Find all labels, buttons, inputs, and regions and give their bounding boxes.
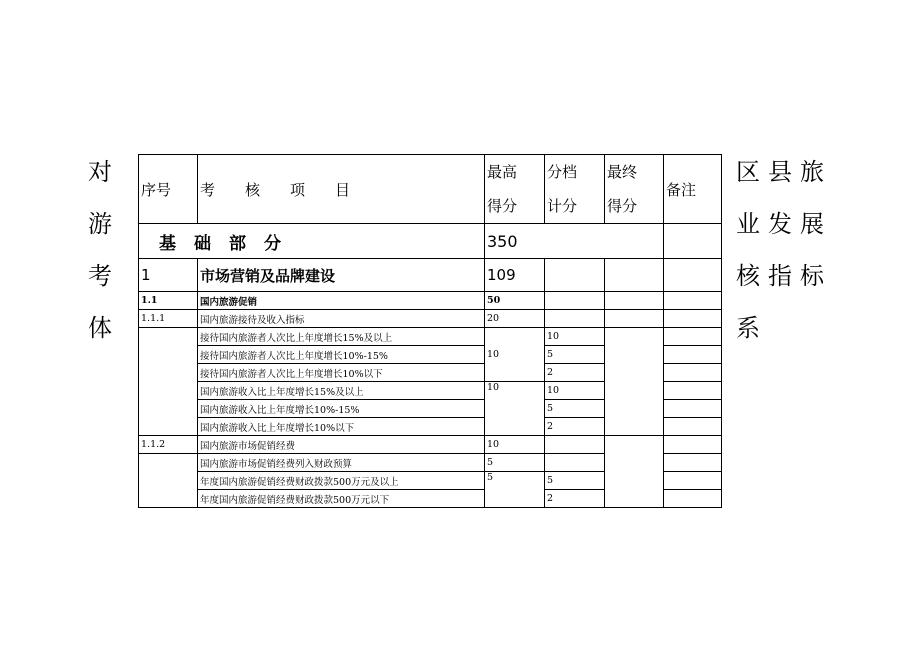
row-remark	[664, 436, 722, 454]
basic-section-remark	[664, 224, 722, 259]
basic-section-label: 基础部分	[139, 224, 485, 259]
row-seq: 1.1.1	[139, 310, 198, 328]
right-title-char: 标	[800, 262, 824, 290]
row-tier	[545, 454, 605, 472]
row-remark	[664, 328, 722, 346]
header-seq: 序号	[139, 155, 198, 224]
section-name: 市场营销及品牌建设	[198, 259, 485, 292]
header-tier-score	[545, 155, 605, 224]
row-max: 50	[485, 292, 545, 310]
row-name: 年度国内旅游促销经费财政拨款500万元及以上	[198, 472, 485, 490]
right-title-char: 核	[736, 262, 760, 290]
right-title-char: 展	[800, 210, 824, 238]
row-max: 5	[485, 472, 545, 508]
row-final	[605, 292, 664, 310]
right-title-char: 业	[736, 210, 760, 238]
row-remark	[664, 400, 722, 418]
header-final-score-line2: 得分	[607, 197, 638, 215]
row-final	[605, 310, 664, 328]
section-final	[605, 259, 664, 292]
right-title-char: 发	[768, 210, 792, 238]
section-tier	[545, 259, 605, 292]
row-tier: 2	[545, 490, 605, 508]
table-row	[139, 328, 722, 346]
row-remark	[664, 418, 722, 436]
left-title-char: 考	[88, 262, 112, 290]
basic-section-row	[139, 224, 722, 259]
row-max: 20	[485, 310, 545, 328]
right-title-column-3	[796, 146, 828, 354]
row-name: 接待国内旅游者人次比上年度增长10%以下	[198, 364, 485, 382]
row-seq-blank	[139, 328, 198, 436]
row-name: 国内旅游收入比上年度增长10%以下	[198, 418, 485, 436]
row-tier: 5	[545, 472, 605, 490]
row-max: 10	[485, 382, 545, 436]
section-seq: 1	[139, 259, 198, 292]
row-remark	[664, 382, 722, 400]
table-row	[139, 310, 722, 328]
header-final-score	[605, 155, 664, 224]
left-title-column	[84, 146, 116, 354]
row-remark	[664, 364, 722, 382]
row-tier	[545, 310, 605, 328]
row-tier: 10	[545, 382, 605, 400]
row-name: 国内旅游市场促销经费列入财政预算	[198, 454, 485, 472]
row-tier: 2	[545, 364, 605, 382]
row-final-blank	[605, 436, 664, 508]
right-vertical-title	[732, 146, 828, 354]
right-title-char: 指	[768, 262, 792, 290]
row-remark	[664, 454, 722, 472]
right-title-column-2	[764, 146, 796, 354]
header-max-score	[485, 155, 545, 224]
row-name: 接待国内旅游者人次比上年度增长15%及以上	[198, 328, 485, 346]
row-seq-blank	[139, 454, 198, 508]
row-tier	[545, 436, 605, 454]
table-row	[139, 292, 722, 310]
row-name: 接待国内旅游者人次比上年度增长10%-15%	[198, 346, 485, 364]
row-tier	[545, 292, 605, 310]
row-tier: 10	[545, 328, 605, 346]
row-remark	[664, 310, 722, 328]
right-title-char: 系	[736, 314, 760, 342]
row-tier: 5	[545, 400, 605, 418]
row-name: 国内旅游收入比上年度增长10%-15%	[198, 400, 485, 418]
row-final-blank	[605, 328, 664, 436]
row-name: 国内旅游市场促销经费	[198, 436, 485, 454]
row-seq: 1.1.2	[139, 436, 198, 454]
row-tier: 5	[545, 346, 605, 364]
section-remark	[664, 259, 722, 292]
basic-section-max: 350	[485, 224, 664, 259]
header-item: 考 核 项 目	[198, 155, 485, 224]
row-remark	[664, 490, 722, 508]
row-name: 国内旅游促销	[198, 292, 485, 310]
left-title-char: 体	[88, 314, 112, 342]
header-max-score-line1: 最高	[487, 163, 518, 181]
header-remark: 备注	[664, 155, 722, 224]
right-title-char: 旅	[800, 158, 824, 186]
row-seq: 1.1	[139, 292, 198, 310]
row-tier: 2	[545, 418, 605, 436]
row-max: 10	[485, 436, 545, 454]
row-max: 5	[485, 454, 545, 472]
header-final-score-line1: 最终	[607, 163, 638, 181]
row-remark	[664, 472, 722, 490]
section-row	[139, 259, 722, 292]
right-title-column-1	[732, 146, 764, 354]
header-max-score-line2: 得分	[487, 197, 518, 215]
row-remark	[664, 292, 722, 310]
left-title-char: 对	[88, 158, 112, 186]
assessment-table	[138, 154, 722, 508]
row-name: 国内旅游收入比上年度增长15%及以上	[198, 382, 485, 400]
table-row	[139, 436, 722, 454]
header-tier-score-line1: 分档	[547, 163, 578, 181]
row-max: 10	[485, 328, 545, 382]
row-name: 国内旅游接待及收入指标	[198, 310, 485, 328]
section-max: 109	[485, 259, 545, 292]
row-name: 年度国内旅游促销经费财政拨款500万元以下	[198, 490, 485, 508]
table-header-row	[139, 155, 722, 224]
left-vertical-title	[84, 146, 116, 354]
right-title-char: 县	[768, 158, 792, 186]
right-title-char: 区	[736, 158, 760, 186]
left-title-char: 游	[88, 210, 112, 238]
header-tier-score-line2: 计分	[547, 197, 578, 215]
row-remark	[664, 346, 722, 364]
